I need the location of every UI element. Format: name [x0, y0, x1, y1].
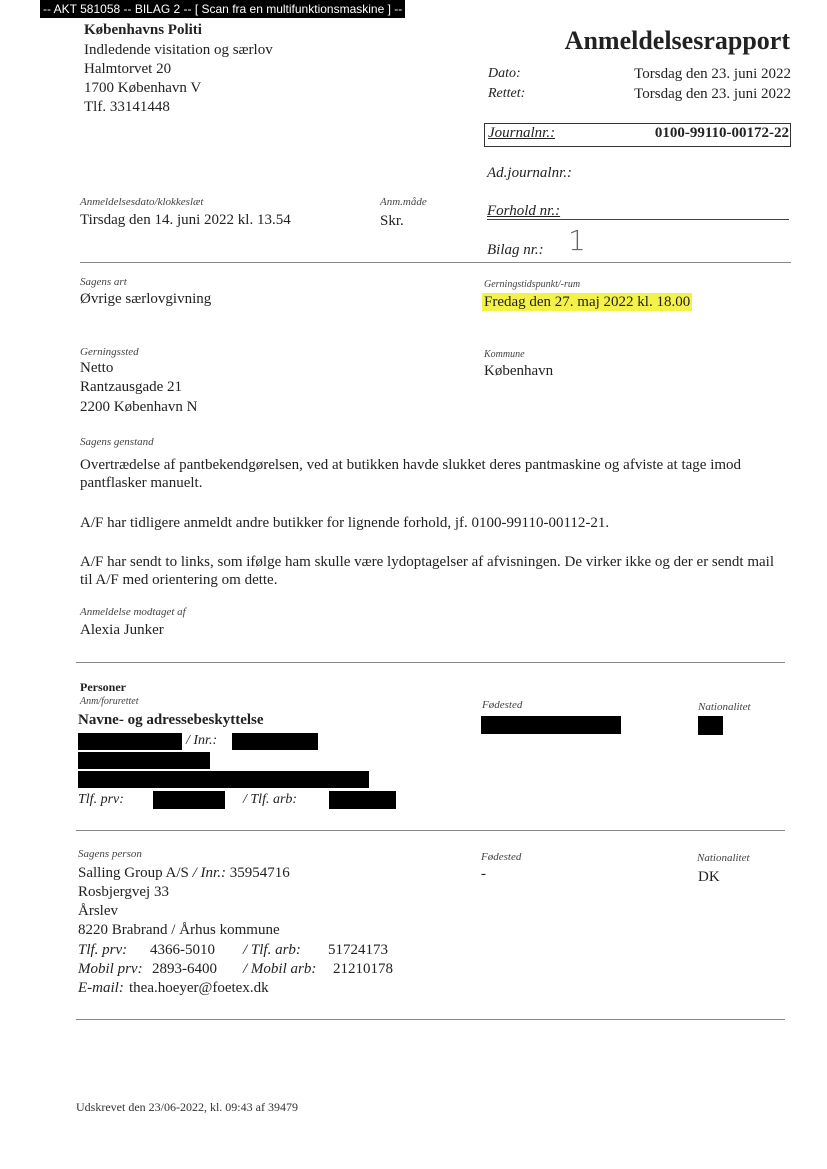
anm-maade-label: Anm.måde	[380, 196, 427, 208]
anm-maade-value: Skr.	[380, 213, 404, 229]
p2-tlf-arb-value: 51724173	[328, 942, 388, 958]
adjournal-label: Ad.journalnr.:	[487, 165, 573, 181]
p2-city: 8220 Brabrand / Århus kommune	[78, 922, 280, 938]
bilag-value-handwritten: 1	[568, 224, 586, 257]
p2-street: Rosbjergvej 33	[78, 884, 169, 900]
report-title: Anmeldelsesrapport	[564, 26, 790, 55]
anm-dato-label: Anmeldelsesdato/klokkeslæt	[80, 196, 204, 208]
redaction-p1-city	[78, 771, 369, 788]
date-value: Torsdag den 23. juni 2022	[634, 66, 791, 82]
gerningssted-label: Gerningssted	[80, 346, 139, 358]
divider-2	[76, 662, 785, 663]
redaction-p1-cpr	[232, 733, 318, 750]
genstand-paragraph-1: Overtrædelse af pantbekendgørelsen, ved at butikken havde slukket deres pantmaskine og afviste at tage imod pantflasker manuelt.	[80, 457, 742, 491]
redaction-p1-tlf-prv	[153, 791, 225, 809]
p2-tlf-prv-label: Tlf. prv:	[78, 942, 128, 958]
kommune-label: Kommune	[484, 349, 525, 360]
p1-foedested-label: Fødested	[482, 699, 523, 711]
p2-email-label: E-mail:	[78, 980, 124, 996]
p2-foedested-label: Fødested	[481, 851, 522, 863]
redaction-p1-nationalitet	[698, 716, 723, 735]
p1-tlf-prv-label: Tlf. prv:	[78, 792, 124, 807]
p1-nationalitet-label: Nationalitet	[698, 701, 751, 713]
redaction-p1-tlf-arb	[329, 791, 396, 809]
p2-nationalitet: DK	[698, 869, 720, 885]
p1-role: Anm/forurettet	[80, 696, 139, 707]
divider-4	[76, 1019, 785, 1020]
p2-inr-label: / Inr.:	[192, 865, 226, 881]
print-footer: Udskrevet den 23/06-2022, kl. 09:43 af 39479	[76, 1100, 298, 1114]
sagens-art-label: Sagens art	[80, 276, 127, 288]
journal-value: 0100-99110-00172-22	[654, 125, 789, 141]
sender-street: Halmtorvet 20	[84, 61, 172, 77]
gerningssted-line3: 2200 København N	[80, 399, 198, 415]
redaction-p1-name	[78, 733, 182, 750]
gerningstid-highlight: Fredag den 27. maj 2022 kl. 18.00	[484, 294, 691, 310]
p2-name-line	[78, 865, 290, 882]
date-label: Dato:	[488, 66, 521, 81]
p2-mobil-arb-label: / Mobil arb:	[243, 961, 317, 977]
sender-org: Københavns Politi	[84, 22, 202, 38]
p2-email-value: thea.hoeyer@foetex.dk	[129, 980, 269, 996]
p1-cpr-label: / Inr.:	[186, 733, 218, 748]
corrected-value: Torsdag den 23. juni 2022	[634, 86, 791, 102]
divider-3	[76, 830, 785, 831]
p2-role: Sagens person	[78, 848, 142, 860]
sagens-art-value: Øvrige særlovgivning	[80, 291, 212, 307]
redaction-p1-address	[78, 752, 210, 769]
sender-phone: Tlf. 33141448	[84, 99, 170, 115]
forhold-line	[487, 219, 789, 220]
kommune-value: København	[484, 363, 554, 379]
gerningssted-line1: Netto	[80, 360, 114, 376]
genstand-label: Sagens genstand	[80, 436, 154, 448]
p2-mobil-prv-label: Mobil prv:	[78, 961, 143, 977]
forhold-label: Forhold nr.:	[487, 203, 561, 219]
p2-tlf-arb-label: / Tlf. arb:	[243, 942, 301, 958]
p2-inr-value: 35954716	[229, 865, 290, 881]
p2-mobil-prv-value: 2893-6400	[152, 961, 217, 977]
scan-banner: -- AKT 581058 -- BILAG 2 -- [ Scan fra en multifunktionsmaskine ] --	[40, 0, 405, 18]
gerningstid-label: Gerningstidspunkt/-rum	[484, 279, 581, 290]
p2-name: Salling Group A/S	[78, 865, 189, 881]
genstand-paragraph-3: A/F har sendt to links, som ifølge ham skulle være lydoptagelser af afvisningen. De virker ikke og der er sendt mail til A/F med orientering om dette.	[80, 554, 775, 588]
anm-dato-value: Tirsdag den 14. juni 2022 kl. 13.54	[80, 212, 291, 228]
gerningssted-line2: Rantzausgade 21	[80, 379, 183, 395]
p2-mobil-arb-value: 21210178	[333, 961, 393, 977]
sender-city: 1700 København V	[84, 80, 202, 96]
persons-heading: Personer	[80, 680, 126, 694]
p1-name: Navne- og adressebeskyttelse	[78, 712, 264, 728]
bilag-label: Bilag nr.:	[487, 242, 544, 258]
p2-town: Årslev	[78, 903, 118, 919]
p2-tlf-prv-value: 4366-5010	[150, 942, 215, 958]
redaction-p1-foedested	[481, 716, 621, 734]
p2-nationalitet-label: Nationalitet	[697, 852, 750, 864]
gerningstid-value	[482, 294, 692, 311]
corrected-label: Rettet:	[488, 86, 526, 101]
genstand-paragraph-2: A/F har tidligere anmeldt andre butikker for lignende forhold, jf. 0100-99110-00112-21.	[80, 515, 610, 531]
p2-foedested: -	[481, 866, 486, 882]
modtaget-value: Alexia Junker	[80, 622, 164, 638]
p1-tlf-arb-label: / Tlf. arb:	[243, 792, 298, 807]
modtaget-label: Anmeldelse modtaget af	[80, 606, 186, 618]
journal-label: Journalnr.:	[488, 125, 556, 141]
divider-1	[80, 262, 791, 263]
sender-dept: Indledende visitation og særlov	[84, 42, 273, 58]
